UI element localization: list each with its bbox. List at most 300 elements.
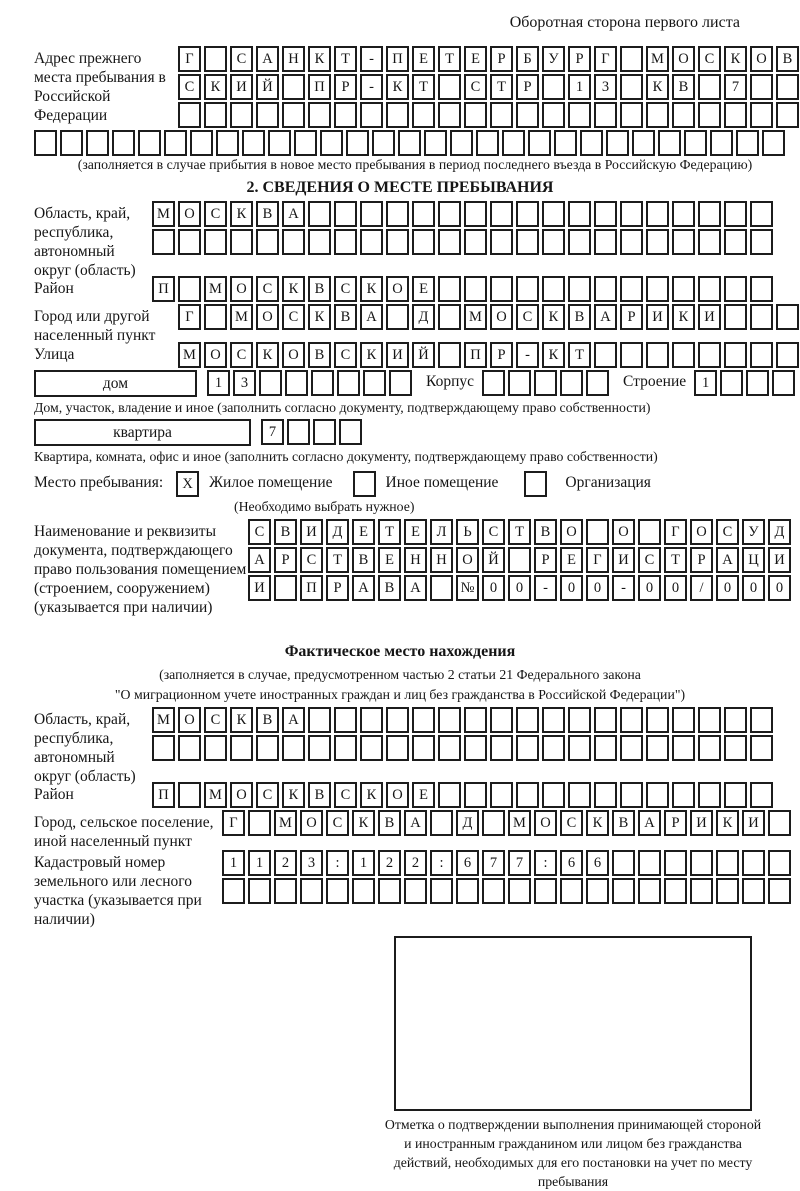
char-cell [542,276,565,302]
char-cell [248,810,271,836]
char-cell: А [282,707,305,733]
char-cell: К [204,74,227,100]
char-cell [750,735,773,761]
char-cell [724,201,747,227]
char-cell [282,74,305,100]
char-cell [204,46,227,72]
char-cell: А [248,547,271,573]
char-cell [594,707,617,733]
char-cell: 0 [742,575,765,601]
char-cell: В [776,46,799,72]
char-cell: Н [282,46,305,72]
field-region [34,201,796,279]
char-cell: 2 [274,850,297,876]
char-cell [776,342,799,368]
char-cell [646,707,669,733]
char-cell [256,102,279,128]
char-cell: Р [490,46,513,72]
page-header-note: Оборотная сторона первого листа [509,14,740,31]
char-cell [308,735,331,761]
char-cell [606,130,629,156]
char-cell: О [386,782,409,808]
char-cell [554,130,577,156]
char-cell: К [672,304,695,330]
char-cell [242,130,265,156]
previous-address-row-2 [178,74,799,100]
char-cell [586,519,609,545]
char-cell: 1 [568,74,591,100]
char-cell: Д [456,810,479,836]
char-cell: С [464,74,487,100]
char-cell: Е [412,46,435,72]
char-cell [620,74,643,100]
char-cell: С [716,519,739,545]
char-cell [490,201,513,227]
char-cell: Т [568,342,591,368]
char-cell: С [482,519,505,545]
char-cell: 0 [586,575,609,601]
char-cell: Р [690,547,713,573]
char-cell [750,707,773,733]
region-row-1 [152,201,773,227]
char-cell [568,782,591,808]
actual-region-row-2 [152,735,773,761]
previous-address-row-3 [178,102,799,128]
char-cell [710,130,733,156]
char-cell: П [464,342,487,368]
char-cell [646,201,669,227]
char-cell: О [256,304,279,330]
char-cell [698,735,721,761]
char-cell: К [282,276,305,302]
apartment-type-box: квартира [34,419,251,446]
char-cell: Г [178,304,201,330]
char-cell [672,782,695,808]
char-cell [204,229,227,255]
char-cell: П [300,575,323,601]
apartment-number-cells [261,419,362,445]
char-cell [282,229,305,255]
char-cell [724,102,747,128]
actual-district-row [152,782,773,808]
char-cell: К [724,46,747,72]
char-cell [664,878,687,904]
korpus-label: Корпус [426,373,474,390]
char-cell [768,810,791,836]
char-cell [750,74,773,100]
char-cell: Н [404,547,427,573]
char-cell: О [230,276,253,302]
char-cell [438,276,461,302]
char-cell [646,342,669,368]
char-cell [612,850,635,876]
char-cell [776,304,799,330]
char-cell: В [612,810,635,836]
char-cell [698,707,721,733]
char-cell: О [178,201,201,227]
char-cell: Н [430,547,453,573]
char-cell [386,102,409,128]
char-cell [724,782,747,808]
korpus-cells [482,370,609,396]
char-cell [204,102,227,128]
char-cell: О [534,810,557,836]
char-cell [389,370,412,396]
char-cell [386,229,409,255]
char-cell [450,130,473,156]
char-cell [632,130,655,156]
char-cell [646,782,669,808]
char-cell [534,878,557,904]
char-cell [178,102,201,128]
char-cell: И [690,810,713,836]
char-cell [698,201,721,227]
char-cell: Е [560,547,583,573]
char-cell [248,878,271,904]
char-cell: К [256,342,279,368]
char-cell: Т [508,519,531,545]
char-cell: М [152,201,175,227]
char-cell: И [742,810,765,836]
char-cell: Т [664,547,687,573]
char-cell [742,878,765,904]
char-cell: У [542,46,565,72]
char-cell: К [360,782,383,808]
char-cell [508,547,531,573]
actual-city-label: Город, сельское поселение, иной населенный пункт [34,814,214,850]
section2-title: 2. СВЕДЕНИЯ О МЕСТЕ ПРЕБЫВАНИЯ [246,179,554,196]
char-cell [516,782,539,808]
char-cell [542,782,565,808]
char-cell: К [586,810,609,836]
char-cell [320,130,343,156]
char-cell: / [690,575,713,601]
char-cell [672,102,695,128]
char-cell [464,276,487,302]
char-cell: Г [222,810,245,836]
char-cell [412,102,435,128]
char-cell: С [178,74,201,100]
residential-option-label: Жилое помещение [209,474,333,491]
char-cell: 2 [378,850,401,876]
char-cell [490,735,513,761]
char-cell [386,735,409,761]
char-cell [568,276,591,302]
char-cell: В [352,547,375,573]
char-cell: П [152,782,175,808]
char-cell [360,707,383,733]
other-premises-option-label: Иное помещение [385,474,499,491]
char-cell: 0 [664,575,687,601]
char-cell [438,735,461,761]
char-cell [672,201,695,227]
char-cell [178,276,201,302]
char-cell [672,229,695,255]
char-cell [776,74,799,100]
actual-location-note-line1: (заполняется в случае, предусмотренном частью 2 статьи 21 Федерального закона [159,667,641,682]
char-cell: 1 [248,850,271,876]
char-cell [438,74,461,100]
char-cell [339,419,362,445]
house-type-box: дом [34,370,197,397]
char-cell: К [716,810,739,836]
char-cell: Д [326,519,349,545]
char-cell: Т [326,547,349,573]
char-cell: В [256,707,279,733]
char-cell: Г [586,547,609,573]
char-cell: О [282,342,305,368]
char-cell [464,707,487,733]
char-cell [716,850,739,876]
char-cell [438,102,461,128]
char-cell [360,102,383,128]
registration-stamp-box [394,936,752,1111]
char-cell: О [456,547,479,573]
char-cell [638,850,661,876]
char-cell [438,342,461,368]
char-cell [516,707,539,733]
char-cell: 1 [207,370,230,396]
char-cell [716,878,739,904]
char-cell [363,370,386,396]
char-cell: Р [534,547,557,573]
char-cell [746,370,769,396]
char-cell [516,102,539,128]
char-cell: И [248,575,271,601]
region-row-2 [152,229,773,255]
char-cell [664,850,687,876]
char-cell [274,575,297,601]
char-cell [204,735,227,761]
char-cell [586,370,609,396]
char-cell [204,304,227,330]
char-cell [490,276,513,302]
char-cell [490,782,513,808]
char-cell [646,229,669,255]
char-cell: : [534,850,557,876]
char-cell: У [742,519,765,545]
char-cell: Р [664,810,687,836]
char-cell: В [568,304,591,330]
char-cell: К [542,304,565,330]
char-cell: И [646,304,669,330]
char-cell: Р [620,304,643,330]
char-cell [230,229,253,255]
char-cell [294,130,317,156]
char-cell [516,201,539,227]
char-cell [112,130,135,156]
char-cell [698,74,721,100]
char-cell: О [230,782,253,808]
char-cell [360,735,383,761]
char-cell [698,229,721,255]
char-cell: 7 [508,850,531,876]
char-cell [594,229,617,255]
field-previous-address [34,46,796,128]
char-cell [464,735,487,761]
char-cell: П [152,276,175,302]
char-cell [620,342,643,368]
char-cell [412,229,435,255]
char-cell [612,878,635,904]
char-cell [750,342,773,368]
char-cell: И [230,74,253,100]
char-cell: 7 [261,419,284,445]
actual-city-row [222,810,791,836]
char-cell [646,276,669,302]
field-street [34,342,796,368]
char-cell: К [308,304,331,330]
char-cell: С [326,810,349,836]
char-cell [308,707,331,733]
previous-address-label: Адрес прежнего места пребывания в Российской Федерации [34,50,166,124]
premises-label: Место пребывания: [34,474,164,491]
char-cell: Д [768,519,791,545]
char-cell [326,878,349,904]
char-cell: О [178,707,201,733]
char-cell [698,342,721,368]
char-cell: Р [326,575,349,601]
char-cell [750,304,773,330]
char-cell: С [300,547,323,573]
char-cell: С [256,276,279,302]
char-cell: Б [516,46,539,72]
char-cell [542,229,565,255]
char-cell [398,130,421,156]
char-cell: № [456,575,479,601]
previous-address-row-4 [34,130,796,156]
char-cell [372,130,395,156]
char-cell: С [282,304,305,330]
char-cell [386,304,409,330]
char-cell: 3 [233,370,256,396]
char-cell: И [612,547,635,573]
char-cell: С [560,810,583,836]
char-cell [750,102,773,128]
char-cell: Т [412,74,435,100]
char-cell: Й [256,74,279,100]
char-cell: 0 [716,575,739,601]
char-cell: 7 [482,850,505,876]
char-cell: Т [378,519,401,545]
char-cell: А [404,810,427,836]
char-cell [684,130,707,156]
char-cell: 3 [300,850,323,876]
organization-option-label: Организация [565,474,651,491]
char-cell [152,735,175,761]
char-cell: С [230,342,253,368]
char-cell [534,370,557,396]
char-cell: С [204,201,227,227]
char-cell [230,735,253,761]
char-cell: Е [412,782,435,808]
char-cell: 1 [694,370,717,396]
char-cell: В [308,782,331,808]
char-cell [724,276,747,302]
stamp-caption: Отметка о подтверждении выполнения принимающей стороной и иностранным гражданином или лицом без гражданства действий, необходимых для его постановки на учет по месту пребывания [384,1117,762,1189]
char-cell [762,130,785,156]
district-label: Район [34,280,74,297]
char-cell: В [672,74,695,100]
char-cell [542,201,565,227]
street-label: Улица [34,346,75,363]
char-cell [698,276,721,302]
apartment-note: Квартира, комната, офис и иное (заполнить согласно документу, подтверждающему право собственности) [34,449,658,464]
char-cell: К [386,74,409,100]
char-cell [594,276,617,302]
char-cell [568,707,591,733]
char-cell: Г [594,46,617,72]
char-cell [386,707,409,733]
char-cell: 0 [482,575,505,601]
stroenie-cells [694,370,795,396]
actual-location-title: Фактическое место нахождения [284,643,516,660]
char-cell: О [672,46,695,72]
char-cell: К [360,342,383,368]
char-cell [412,707,435,733]
char-cell: О [300,810,323,836]
char-cell: 1 [222,850,245,876]
char-cell [430,575,453,601]
previous-address-note: (заполняется в случае прибытия в новое место пребывания в период последнего въезда в Российскую Федерацию) [77,157,753,172]
char-cell [259,370,282,396]
char-cell [334,707,357,733]
char-cell: 0 [638,575,661,601]
char-cell [430,878,453,904]
char-cell [672,735,695,761]
char-cell [594,201,617,227]
char-cell [464,102,487,128]
char-cell [724,735,747,761]
char-cell [672,276,695,302]
char-cell [638,878,661,904]
char-cell [750,782,773,808]
char-cell [698,782,721,808]
char-cell [620,229,643,255]
actual-region-label: Область, край, республика, автономный округ (область) [34,711,136,785]
field-cadastral [34,850,796,930]
char-cell [256,735,279,761]
field-actual-city [34,810,796,850]
char-cell: О [560,519,583,545]
char-cell: - [534,575,557,601]
char-cell [516,276,539,302]
char-cell [620,707,643,733]
char-cell [620,46,643,72]
char-cell: 6 [560,850,583,876]
previous-address-row-1 [178,46,799,72]
char-cell: С [248,519,271,545]
checkbox-residential: X [176,471,199,497]
char-cell: 6 [456,850,479,876]
char-cell [138,130,161,156]
char-cell [308,102,331,128]
char-cell: С [256,782,279,808]
char-cell: И [300,519,323,545]
char-cell: Й [482,547,505,573]
char-cell [736,130,759,156]
char-cell: С [334,782,357,808]
char-cell [346,130,369,156]
char-cell [152,229,175,255]
char-cell [560,370,583,396]
char-cell [768,878,791,904]
char-cell [658,130,681,156]
char-cell: - [612,575,635,601]
char-cell: М [464,304,487,330]
char-cell [620,201,643,227]
char-cell: 3 [594,74,617,100]
